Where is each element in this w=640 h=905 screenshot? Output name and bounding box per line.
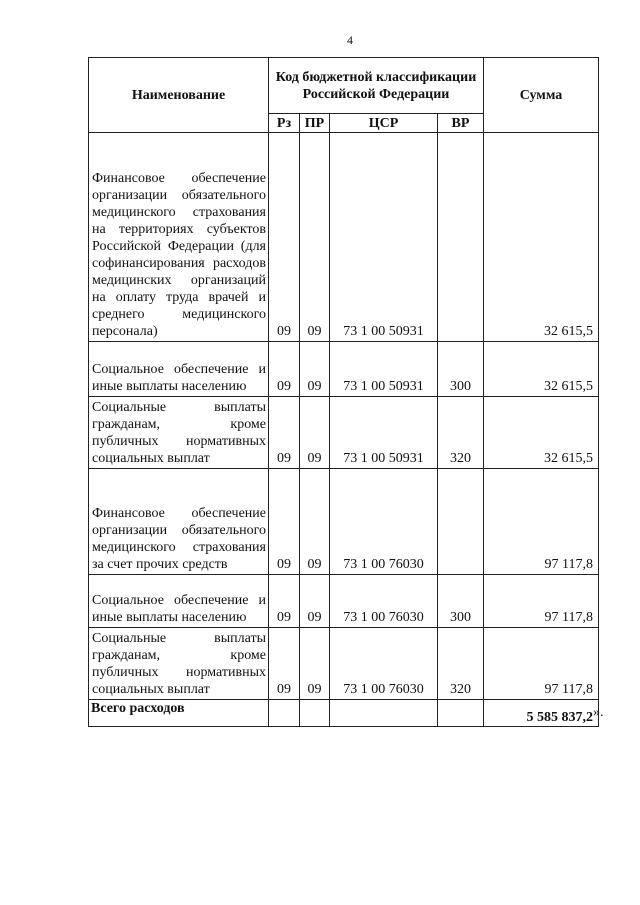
row-vr: 300: [438, 575, 484, 628]
row-sum: 32 615,5: [484, 342, 599, 397]
closing-quote: ».: [593, 705, 604, 720]
row-name: Социальное обеспечение и иные выплаты населению: [89, 342, 269, 397]
row-sum: 97 117,8: [484, 628, 599, 700]
row-vr: [438, 469, 484, 575]
header-sum: Сумма: [484, 58, 599, 133]
row-sum: 32 615,5: [484, 133, 599, 342]
total-row: [89, 700, 599, 727]
row-pr: 09: [300, 397, 330, 469]
row-pr: 09: [300, 133, 330, 342]
table-row: [89, 397, 599, 469]
row-csr: 73 1 00 50931: [330, 133, 438, 342]
total-label: Всего расходов: [89, 700, 269, 727]
row-vr: 320: [438, 628, 484, 700]
page-number: 4: [347, 33, 353, 47]
row-csr: 73 1 00 50931: [330, 342, 438, 397]
total-csr: [330, 700, 438, 727]
row-name: Социальные выплаты гражданам, кроме публичных нормативных социальных выплат: [89, 397, 269, 469]
row-rz: 09: [269, 628, 300, 700]
header-code-group: Код бюджетной классификации Российской Федерации: [269, 58, 484, 114]
header-name: Наименование: [89, 58, 269, 133]
header-csr: ЦСР: [330, 114, 438, 133]
header-pr: ПР: [300, 114, 330, 133]
row-pr: 09: [300, 469, 330, 575]
row-rz: 09: [269, 133, 300, 342]
row-pr: 09: [300, 342, 330, 397]
row-csr: 73 1 00 76030: [330, 575, 438, 628]
total-rz: [269, 700, 300, 727]
row-name: Финансовое обеспечение организации обязательного медицинского страхования на территориях субъектов Российской Федерации (для софинансирования расходов медицинских организаций на оплату труда врачей и среднего медицинского персонала): [89, 133, 269, 342]
table-row: [89, 469, 599, 575]
row-csr: 73 1 00 76030: [330, 628, 438, 700]
row-pr: 09: [300, 575, 330, 628]
total-vr: [438, 700, 484, 727]
table-row: [89, 133, 599, 342]
table-row: [89, 342, 599, 397]
row-sum: 97 117,8: [484, 469, 599, 575]
row-pr: 09: [300, 628, 330, 700]
row-name: Финансовое обеспечение организации обязательного медицинского страхования за счет прочих средств: [89, 469, 269, 575]
row-vr: 300: [438, 342, 484, 397]
row-name: Социальное обеспечение и иные выплаты населению: [89, 575, 269, 628]
row-sum: 97 117,8: [484, 575, 599, 628]
header-rz: Рз: [269, 114, 300, 133]
row-rz: 09: [269, 397, 300, 469]
row-csr: 73 1 00 50931: [330, 397, 438, 469]
header-vr: ВР: [438, 114, 484, 133]
total-sum: 5 585 837,2: [484, 700, 599, 727]
row-rz: 09: [269, 575, 300, 628]
row-rz: 09: [269, 342, 300, 397]
row-sum: 32 615,5: [484, 397, 599, 469]
table-row: [89, 575, 599, 628]
row-csr: 73 1 00 76030: [330, 469, 438, 575]
budget-table: [88, 57, 599, 727]
table-row: [89, 628, 599, 700]
row-rz: 09: [269, 469, 300, 575]
total-pr: [300, 700, 330, 727]
row-name: Социальные выплаты гражданам, кроме публичных нормативных социальных выплат: [89, 628, 269, 700]
row-vr: [438, 133, 484, 342]
row-vr: 320: [438, 397, 484, 469]
